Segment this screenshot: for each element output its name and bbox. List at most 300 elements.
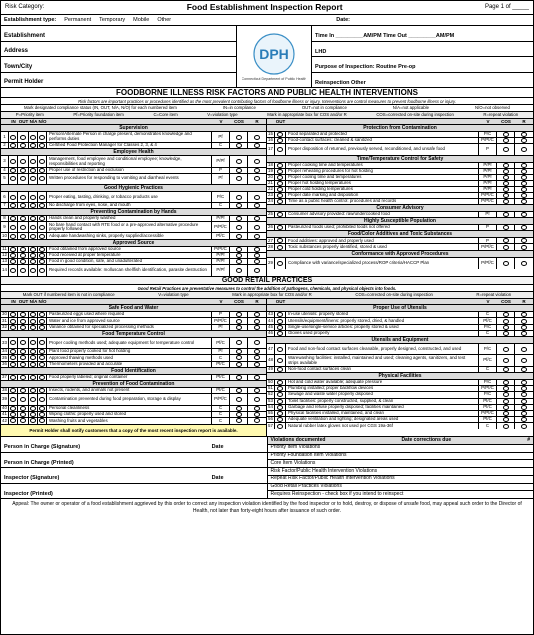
r-checkbox[interactable]: [515, 380, 533, 385]
inspector-signature-field[interactable]: [1, 468, 267, 484]
status-radio[interactable]: [9, 375, 18, 380]
radio-circle-icon: [20, 216, 26, 221]
status-radio[interactable]: [9, 156, 18, 166]
cos-checkbox[interactable]: [497, 355, 515, 365]
status-radio[interactable]: [275, 225, 286, 230]
cos-checkbox[interactable]: [230, 362, 248, 367]
item-description: Proper cold holding temperatures: [286, 187, 479, 192]
status-radio[interactable]: [18, 349, 29, 354]
violation-row[interactable]: Good Retail Practices Violations: [268, 484, 534, 492]
status-radio[interactable]: [18, 325, 29, 330]
cos-checkbox[interactable]: [497, 392, 515, 397]
status-radio[interactable]: [29, 156, 38, 166]
status-radio[interactable]: [9, 349, 18, 354]
cos-checkbox[interactable]: [230, 174, 248, 184]
status-radio[interactable]: [38, 203, 47, 208]
type-option-temporary[interactable]: Temporary: [99, 16, 126, 23]
violation-row[interactable]: Repeat Risk Factor/Public Health Intervention Violations: [268, 476, 534, 484]
cos-checkbox[interactable]: [230, 203, 248, 208]
violation-type: P/Pf/C: [479, 386, 497, 391]
pic-printed-field[interactable]: [1, 453, 267, 469]
status-radio[interactable]: [29, 338, 38, 348]
r-checkbox[interactable]: [248, 253, 266, 258]
cos-checkbox[interactable]: [497, 187, 515, 192]
status-radio[interactable]: [29, 222, 38, 232]
status-radio[interactable]: [275, 399, 286, 404]
r-checkbox[interactable]: [515, 392, 533, 397]
status-radio[interactable]: [29, 265, 38, 276]
section-heading: Proper Use of Utensils: [267, 305, 533, 312]
corrections-due-label: Date corrections due: [401, 436, 452, 443]
status-radio[interactable]: [275, 193, 286, 198]
status-radio[interactable]: [275, 405, 286, 410]
establishment-type-row: [1, 15, 533, 26]
status-radio[interactable]: [38, 132, 47, 142]
cos-checkbox[interactable]: [497, 331, 515, 336]
status-radio[interactable]: [29, 406, 38, 411]
r-checkbox[interactable]: [515, 331, 533, 336]
cos-checkbox[interactable]: [230, 406, 248, 411]
cos-checkbox[interactable]: [230, 156, 248, 166]
status-radio[interactable]: [38, 412, 47, 417]
r-checkbox[interactable]: [515, 417, 533, 422]
status-radio[interactable]: [38, 349, 47, 354]
radio-circle-icon: [39, 225, 45, 230]
violation-type: P: [479, 238, 497, 243]
status-radio[interactable]: [18, 312, 29, 317]
status-radio[interactable]: [18, 192, 29, 202]
pic-signature-field[interactable]: [1, 437, 267, 453]
violation-type: P: [479, 144, 497, 154]
status-radio[interactable]: [9, 362, 18, 367]
cos-checkbox[interactable]: [230, 233, 248, 238]
cos-checkbox[interactable]: [230, 253, 248, 258]
r-checkbox[interactable]: [248, 355, 266, 360]
r-checkbox[interactable]: [515, 405, 533, 410]
status-radio[interactable]: [38, 222, 47, 232]
r-checkbox[interactable]: [515, 312, 533, 317]
cos-checkbox[interactable]: [497, 138, 515, 143]
status-radio[interactable]: [29, 247, 38, 252]
cos-checkbox[interactable]: [497, 212, 515, 217]
type-option-other[interactable]: Other: [157, 16, 172, 23]
status-radio[interactable]: [275, 344, 286, 354]
status-radio[interactable]: [29, 375, 38, 380]
item-description: Insects, rodents, and animals not present: [47, 388, 212, 393]
cos-checkbox[interactable]: [497, 325, 515, 330]
inspector-printed-field[interactable]: [1, 484, 267, 499]
violation-row[interactable]: Requires Reinspection - check box if you intend to reinspect: [270, 490, 404, 497]
permit-holder-field[interactable]: Permit Holder: [4, 79, 44, 86]
cos-checkbox[interactable]: [497, 399, 515, 404]
establishment-field[interactable]: Establishment: [1, 26, 236, 42]
status-radio[interactable]: [38, 388, 47, 393]
cos-checkbox[interactable]: [497, 344, 515, 354]
cos-header: COS: [234, 119, 244, 124]
cos-checkbox[interactable]: [230, 412, 248, 417]
status-radio[interactable]: [38, 216, 47, 221]
status-radio[interactable]: [38, 362, 47, 367]
status-radio[interactable]: [29, 253, 38, 258]
status-radio[interactable]: [18, 174, 29, 184]
r-checkbox[interactable]: [248, 375, 266, 380]
status-radio[interactable]: [18, 253, 29, 258]
status-radio[interactable]: [29, 355, 38, 360]
time-in-out-field[interactable]: Time In _________AM/PM Time Out _________AM/PM: [312, 26, 533, 42]
status-radio[interactable]: [18, 168, 29, 173]
r-checkbox[interactable]: [515, 212, 533, 217]
status-radio[interactable]: [29, 216, 38, 221]
r-checkbox[interactable]: [248, 168, 266, 173]
status-radio[interactable]: [18, 233, 29, 238]
type-option-mobile[interactable]: Mobile: [133, 16, 150, 23]
status-radio[interactable]: [18, 412, 29, 417]
cos-checkbox[interactable]: [497, 367, 515, 372]
checkbox-circle-icon: [236, 406, 242, 411]
status-radio[interactable]: [38, 318, 47, 323]
status-radio[interactable]: [38, 259, 47, 264]
cos-checkbox[interactable]: [497, 175, 515, 180]
cos-checkbox[interactable]: [230, 388, 248, 393]
status-radio[interactable]: [38, 143, 47, 148]
cos-checkbox[interactable]: [497, 181, 515, 186]
date-field[interactable]: Date:: [336, 16, 350, 23]
status-radio[interactable]: [9, 394, 18, 404]
risk-category-field[interactable]: Risk Category:: [5, 4, 45, 11]
status-radio[interactable]: [275, 163, 286, 168]
item-number: 17: [267, 144, 275, 154]
r-checkbox[interactable]: [515, 187, 533, 192]
status-radio[interactable]: [29, 203, 38, 208]
r-checkbox[interactable]: [248, 412, 266, 417]
status-radio[interactable]: [275, 411, 286, 416]
status-radio[interactable]: [18, 355, 29, 360]
cos-checkbox[interactable]: [230, 247, 248, 252]
cos-checkbox[interactable]: [497, 244, 515, 249]
r-checkbox[interactable]: [248, 174, 266, 184]
status-radio[interactable]: [18, 247, 29, 252]
status-radio[interactable]: [9, 168, 18, 173]
status-radio[interactable]: [275, 331, 286, 336]
status-radio[interactable]: [275, 238, 286, 243]
r-checkbox[interactable]: [515, 225, 533, 230]
r-checkbox[interactable]: [515, 367, 533, 372]
r-checkbox[interactable]: [515, 258, 533, 269]
cos-checkbox[interactable]: [230, 168, 248, 173]
status-radio[interactable]: [275, 355, 286, 365]
status-radio[interactable]: [29, 325, 38, 330]
cos-checkbox[interactable]: [497, 380, 515, 385]
status-radio[interactable]: [18, 362, 29, 367]
status-radio[interactable]: [29, 174, 38, 184]
checkbox-circle-icon: [254, 355, 260, 360]
cos-checkbox[interactable]: [230, 143, 248, 148]
status-radio[interactable]: [9, 406, 18, 411]
checkbox-circle-icon: [503, 138, 509, 143]
item-description: Pasteurized foods used; prohibited foods not offered: [286, 225, 479, 230]
cos-checkbox[interactable]: [230, 222, 248, 232]
status-radio[interactable]: [38, 168, 47, 173]
r-checkbox[interactable]: [515, 325, 533, 330]
status-radio[interactable]: [275, 380, 286, 385]
status-radio[interactable]: [275, 199, 286, 204]
status-radio[interactable]: [18, 203, 29, 208]
radio-circle-icon: [20, 412, 26, 417]
status-radio[interactable]: [9, 216, 18, 221]
status-radio[interactable]: [9, 312, 18, 317]
cos-checkbox[interactable]: [497, 225, 515, 230]
cos-checkbox[interactable]: [230, 375, 248, 380]
cos-checkbox[interactable]: [497, 132, 515, 137]
status-radio[interactable]: [275, 312, 286, 317]
r-checkbox[interactable]: [515, 318, 533, 323]
r-checkbox[interactable]: [248, 325, 266, 330]
status-radio[interactable]: [9, 355, 18, 360]
checkbox-circle-icon: [236, 225, 242, 230]
r-checkbox[interactable]: [248, 312, 266, 317]
status-radio[interactable]: [275, 423, 286, 429]
status-radio[interactable]: [18, 143, 29, 148]
status-radio[interactable]: [38, 174, 47, 184]
status-radio[interactable]: [29, 412, 38, 417]
status-radio[interactable]: [275, 181, 286, 186]
checkbox-circle-icon: [236, 319, 242, 324]
status-radio[interactable]: [275, 386, 286, 391]
status-radio[interactable]: [275, 258, 286, 269]
cos-checkbox[interactable]: [230, 216, 248, 221]
status-radio[interactable]: [275, 417, 286, 422]
status-radio[interactable]: [29, 318, 38, 323]
r-checkbox[interactable]: [248, 406, 266, 411]
status-radio[interactable]: [38, 192, 47, 202]
status-radio[interactable]: [38, 265, 47, 276]
r-checkbox[interactable]: [248, 259, 266, 264]
cos-checkbox[interactable]: [230, 349, 248, 354]
status-radio[interactable]: [9, 233, 18, 238]
status-radio[interactable]: [275, 325, 286, 330]
status-radio[interactable]: [9, 222, 18, 232]
r-checkbox[interactable]: [248, 394, 266, 404]
v-header: V: [219, 119, 223, 124]
address-field[interactable]: Address: [1, 42, 236, 58]
r-checkbox[interactable]: [248, 156, 266, 166]
status-radio[interactable]: [18, 338, 29, 348]
cos-checkbox[interactable]: [497, 169, 515, 174]
r-checkbox[interactable]: [515, 181, 533, 186]
status-radio[interactable]: [275, 392, 286, 397]
radio-circle-icon: [277, 405, 283, 410]
cos-checkbox[interactable]: [230, 192, 248, 202]
status-radio[interactable]: [29, 388, 38, 393]
r-checkbox[interactable]: [248, 247, 266, 252]
purpose-field[interactable]: Purpose of Inspection: Routine Pre-op: [312, 57, 533, 73]
status-radio[interactable]: [275, 187, 286, 192]
r-checkbox[interactable]: [515, 169, 533, 174]
lhd-field[interactable]: LHD: [312, 42, 533, 58]
status-radio[interactable]: [29, 233, 38, 238]
cos-checkbox[interactable]: [497, 386, 515, 391]
cos-checkbox[interactable]: [230, 312, 248, 317]
status-radio[interactable]: [275, 367, 286, 372]
status-radio[interactable]: [38, 355, 47, 360]
status-radio[interactable]: [9, 265, 18, 276]
status-radio[interactable]: [18, 406, 29, 411]
cos-checkbox[interactable]: [230, 338, 248, 348]
r-checkbox[interactable]: [248, 349, 266, 354]
status-radio[interactable]: [38, 156, 47, 166]
cos-checkbox[interactable]: [497, 258, 515, 269]
status-radio[interactable]: [9, 259, 18, 264]
status-radio[interactable]: [9, 203, 18, 208]
status-radio[interactable]: [9, 412, 18, 417]
r-checkbox[interactable]: [248, 203, 266, 208]
status-radio[interactable]: [29, 362, 38, 367]
radio-circle-icon: [277, 132, 283, 137]
status-radio[interactable]: [38, 394, 47, 404]
r-checkbox[interactable]: [515, 244, 533, 249]
cos-checkbox[interactable]: [230, 132, 248, 142]
status-radio[interactable]: [275, 212, 286, 217]
status-radio[interactable]: [18, 375, 29, 380]
r-checkbox[interactable]: [515, 386, 533, 391]
cos-checkbox[interactable]: [497, 238, 515, 243]
cos-checkbox[interactable]: [230, 259, 248, 264]
radio-circle-icon: [30, 340, 36, 345]
checkbox-circle-icon: [503, 132, 509, 137]
status-radio[interactable]: [38, 233, 47, 238]
cos-checkbox[interactable]: [230, 318, 248, 323]
status-radio[interactable]: [38, 375, 47, 380]
cos-checkbox[interactable]: [497, 199, 515, 204]
status-radio[interactable]: [38, 247, 47, 252]
cos-checkbox[interactable]: [230, 355, 248, 360]
cos-checkbox[interactable]: [497, 312, 515, 317]
r-checkbox[interactable]: [248, 265, 266, 276]
status-radio[interactable]: [38, 338, 47, 348]
status-radio[interactable]: [18, 318, 29, 323]
status-radio[interactable]: [38, 312, 47, 317]
r-checkbox[interactable]: [515, 423, 533, 429]
status-radio[interactable]: [9, 174, 18, 184]
checkbox-circle-icon: [503, 417, 509, 422]
r-checkbox[interactable]: [248, 132, 266, 142]
checkbox-circle-icon: [254, 259, 260, 264]
violation-row[interactable]: Priority Item Violations: [268, 445, 534, 453]
r-checkbox[interactable]: [515, 132, 533, 137]
status-radio[interactable]: [29, 349, 38, 354]
r-checkbox[interactable]: [515, 399, 533, 404]
status-radio[interactable]: [9, 132, 18, 142]
cos-checkbox[interactable]: [230, 265, 248, 276]
cos-checkbox[interactable]: [497, 417, 515, 422]
r-checkbox[interactable]: [515, 411, 533, 416]
status-radio[interactable]: [38, 253, 47, 258]
r-checkbox[interactable]: [515, 238, 533, 243]
violation-row[interactable]: Priority Foundation Item Violations: [268, 453, 534, 461]
r-checkbox[interactable]: [248, 233, 266, 238]
cos-checkbox[interactable]: [497, 423, 515, 429]
cos-checkbox[interactable]: [497, 144, 515, 154]
r-checkbox[interactable]: [248, 388, 266, 393]
r-checkbox[interactable]: [248, 318, 266, 323]
status-radio[interactable]: [275, 138, 286, 143]
status-radio[interactable]: [9, 143, 18, 148]
r-checkbox[interactable]: [248, 192, 266, 202]
status-radio[interactable]: [18, 222, 29, 232]
status-radio[interactable]: [38, 406, 47, 411]
r-checkbox[interactable]: [248, 216, 266, 221]
legend-compliance: [1, 105, 533, 112]
status-radio[interactable]: [275, 318, 286, 323]
r-checkbox[interactable]: [248, 362, 266, 367]
r-checkbox[interactable]: [515, 344, 533, 354]
status-radio[interactable]: [29, 143, 38, 148]
status-radio[interactable]: [18, 156, 29, 166]
violation-row[interactable]: Core Item Violations: [268, 460, 534, 468]
r-checkbox[interactable]: [515, 144, 533, 154]
cos-checkbox[interactable]: [230, 394, 248, 404]
v-header: V: [219, 299, 223, 305]
r-checkbox[interactable]: [515, 138, 533, 143]
r-checkbox[interactable]: [248, 338, 266, 348]
status-radio[interactable]: [9, 253, 18, 258]
r-checkbox[interactable]: [515, 163, 533, 168]
status-radio[interactable]: [18, 259, 29, 264]
cos-checkbox[interactable]: [230, 325, 248, 330]
reinspection-field[interactable]: Reinspection Other: [315, 79, 366, 86]
status-radio[interactable]: [29, 394, 38, 404]
status-radio[interactable]: [9, 318, 18, 323]
status-radio[interactable]: [18, 132, 29, 142]
r-checkbox[interactable]: [248, 143, 266, 148]
status-radio[interactable]: [29, 132, 38, 142]
cos-checkbox[interactable]: [497, 193, 515, 198]
r-checkbox[interactable]: [248, 222, 266, 232]
status-radio[interactable]: [38, 325, 47, 330]
cos-checkbox[interactable]: [497, 163, 515, 168]
type-option-permanent[interactable]: Permanent: [64, 16, 92, 23]
status-radio[interactable]: [9, 338, 18, 348]
status-radio[interactable]: [18, 388, 29, 393]
status-radio[interactable]: [18, 265, 29, 276]
status-radio[interactable]: [275, 144, 286, 154]
status-radio[interactable]: [29, 168, 38, 173]
status-radio[interactable]: [275, 175, 286, 180]
r-checkbox[interactable]: [515, 355, 533, 365]
status-radio[interactable]: [9, 247, 18, 252]
town-city-field[interactable]: Town/City: [1, 57, 236, 73]
r-checkbox[interactable]: [515, 193, 533, 198]
status-radio[interactable]: [275, 244, 286, 249]
status-radio[interactable]: [29, 259, 38, 264]
cos-checkbox[interactable]: [497, 405, 515, 410]
status-radio[interactable]: [9, 388, 18, 393]
item-description: Washing fruits and vegetables: [47, 418, 212, 424]
status-radio[interactable]: [275, 132, 286, 137]
status-radio[interactable]: [29, 312, 38, 317]
r-checkbox[interactable]: [515, 199, 533, 204]
status-radio[interactable]: [29, 192, 38, 202]
violation-row[interactable]: Risk Factor/Public Health Intervention Violations: [268, 468, 534, 476]
status-radio[interactable]: [275, 169, 286, 174]
r-checkbox[interactable]: [515, 175, 533, 180]
status-radio[interactable]: [18, 394, 29, 404]
status-radio[interactable]: [9, 325, 18, 330]
cos-checkbox[interactable]: [497, 411, 515, 416]
cos-checkbox[interactable]: [497, 318, 515, 323]
status-radio[interactable]: [18, 216, 29, 221]
status-radio[interactable]: [9, 192, 18, 202]
